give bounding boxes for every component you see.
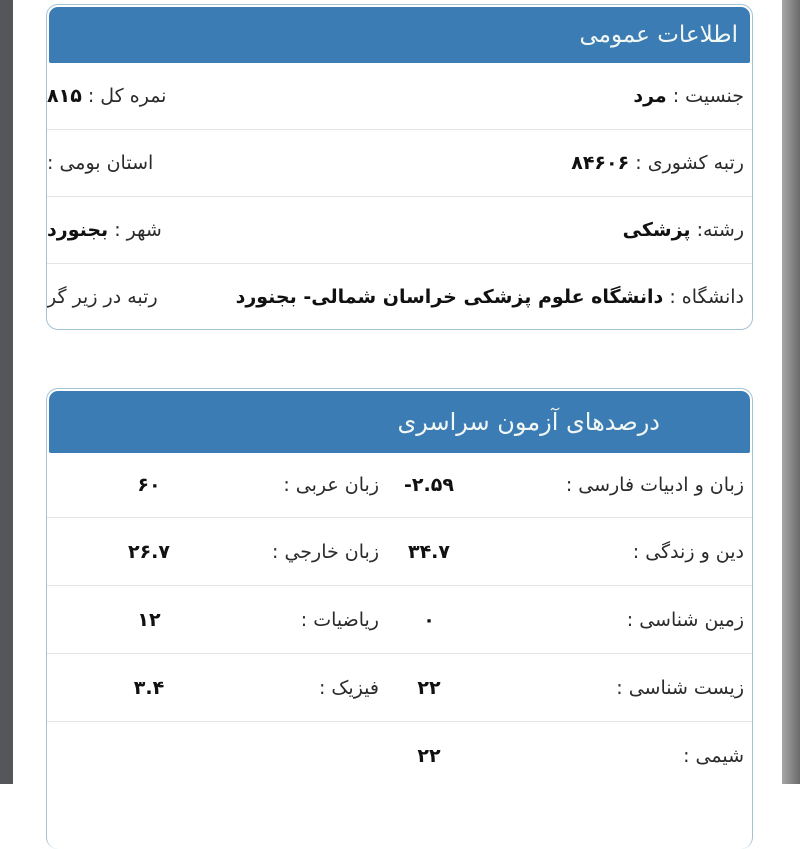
city-value: بجنورد [47, 219, 109, 241]
mathematics-value: ۱۲ [137, 608, 161, 631]
religion-life-value: ۳۴.۷ [407, 540, 450, 563]
university-cell [236, 286, 744, 308]
geology-value: ۰ [423, 608, 435, 631]
total-score-value: ۸۱۵ [47, 85, 82, 107]
chemistry-label: شیمی : [683, 744, 744, 767]
field-of-study-cell [623, 219, 744, 241]
national-rank-value: ۸۴۶۰۶ [571, 152, 630, 174]
gender-cell [633, 85, 744, 107]
table-row-rank-province [47, 129, 752, 196]
exam-percentages-card [46, 388, 753, 849]
total-score-cell [47, 85, 166, 107]
chemistry-value: ۲۲ [417, 744, 441, 767]
geology-label: زمین شناسی : [626, 608, 744, 631]
gender-label: جنسیت : [672, 85, 744, 107]
subgroup-rank-cell [47, 286, 158, 308]
native-province-label: استان بومی : [47, 152, 154, 174]
physics-label: فیزیک : [318, 676, 379, 699]
score-row-religion-foreign [47, 517, 752, 585]
mathematics-label: ریاضیات : [300, 608, 379, 631]
national-rank-label: رتبه کشوری : [635, 152, 744, 174]
city-cell [47, 219, 162, 241]
foreign-language-label: زبان خارجي : [272, 540, 379, 563]
university-value: دانشگاه علوم پزشکی خراسان شمالی- بجنورد [235, 286, 664, 308]
field-of-study-value: پزشکی [622, 219, 691, 241]
university-label: دانشگاه : [669, 286, 744, 308]
foreign-language-value: ۲۶.۷ [127, 540, 170, 563]
exam-percentages-header [49, 391, 750, 453]
table-row-university-subgroup [47, 263, 752, 330]
general-info-card [46, 4, 753, 330]
biology-value: ۲۲ [417, 676, 441, 699]
table-row-gender-score [47, 63, 752, 129]
general-info-header [49, 7, 750, 63]
arabic-language-label: زبان عربی : [283, 474, 379, 496]
score-row-chemistry [47, 721, 752, 789]
subgroup-rank-label: رتبه در زیر گر [47, 286, 158, 308]
left-edge-strip [0, 0, 13, 784]
national-rank-cell [571, 152, 744, 174]
native-province-cell [47, 152, 153, 174]
score-row-geology-math [47, 585, 752, 653]
general-info-title: اطلاعات عمومی [579, 22, 738, 48]
score-row-biology-physics [47, 653, 752, 721]
biology-label: زیست شناسی : [616, 676, 744, 699]
religion-life-label: دین و زندگی : [632, 540, 744, 563]
gender-value: مرد [633, 85, 667, 107]
score-row-literature-arabic [47, 453, 752, 517]
persian-literature-value: -۲.۵۹ [404, 474, 454, 496]
total-score-label: نمره کل : [87, 85, 167, 107]
right-edge-strip [782, 0, 800, 784]
persian-literature-label: زبان و ادبیات فارسی : [565, 474, 744, 496]
field-of-study-label: رشته: [696, 219, 744, 241]
city-label: شهر : [114, 219, 162, 241]
table-row-field-city [47, 196, 752, 263]
exam-percentages-title: درصدهای آزمون سراسری [397, 408, 660, 436]
arabic-language-value: ۶۰ [137, 474, 161, 496]
physics-value: ۳.۴ [133, 676, 165, 699]
